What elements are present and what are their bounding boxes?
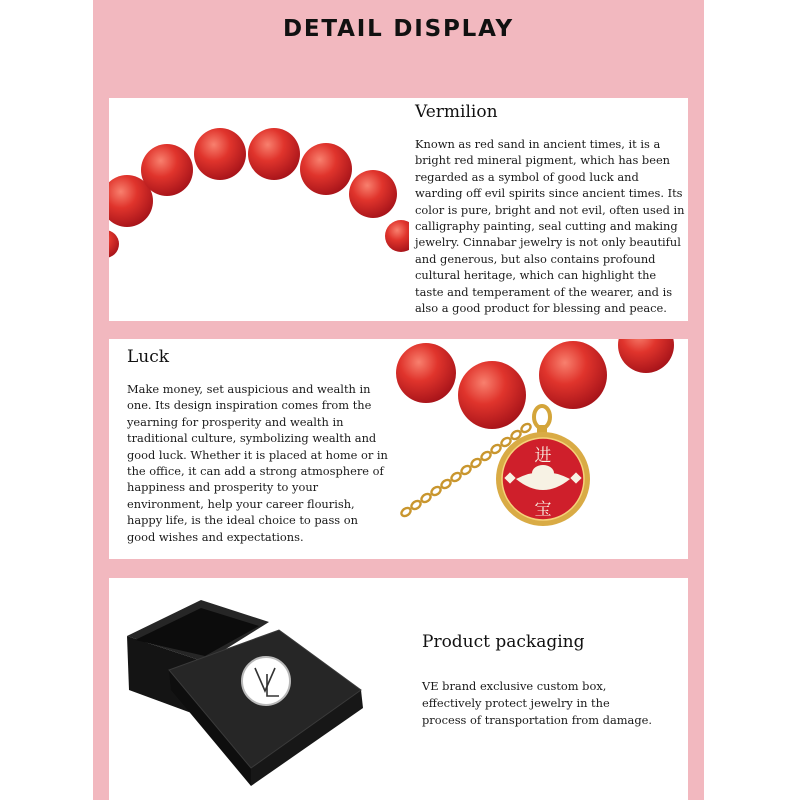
bracelet-charm-icon [396, 339, 688, 559]
vermilion-heading: Vermilion [415, 102, 498, 122]
luck-description: Make money, set auspicious and wealth in one. Its design inspiration comes from the yearning for prosperity and wealth in traditional culture, symbolizing wealth and good luck. Whether it is placed at home or in the office, it can add a strong atmosphere of happiness and prosperity to your environment, help your career flourish, happy life, is the ideal choice to pass on good wishes and expectations. [127, 382, 388, 544]
packaging-description: VE brand exclusive custom box, effectively protect jewelry in the process of transportation from damage. [422, 679, 652, 727]
page-title: DETAIL DISPLAY [283, 16, 514, 42]
charm-bottom-character: 宝 [534, 500, 552, 520]
charm-top-character: 进 [534, 446, 552, 466]
luck-heading: Luck [127, 347, 170, 367]
gift-box-icon [109, 578, 399, 800]
luck-panel [109, 339, 688, 559]
red-bead-bracelet-icon [109, 98, 409, 321]
vermilion-description: Known as red sand in ancient times, it is a bright red mineral pigment, which has been regarded as a symbol of good luck and warding off evil spirits since ancient times. Its color is pure, bright and not evil, often used in calligraphy painting, seal cutting and making jewelry. Cinnabar jewelry is not only beautiful and generous, but also contains profound cultural heritage, which can highlight the taste and temperament of the wearer, and is also a good product for blessing and peace. [415, 137, 685, 316]
product-detail-page [93, 0, 704, 800]
vermilion-panel [109, 98, 688, 321]
packaging-panel [109, 578, 688, 800]
packaging-heading: Product packaging [422, 632, 585, 652]
